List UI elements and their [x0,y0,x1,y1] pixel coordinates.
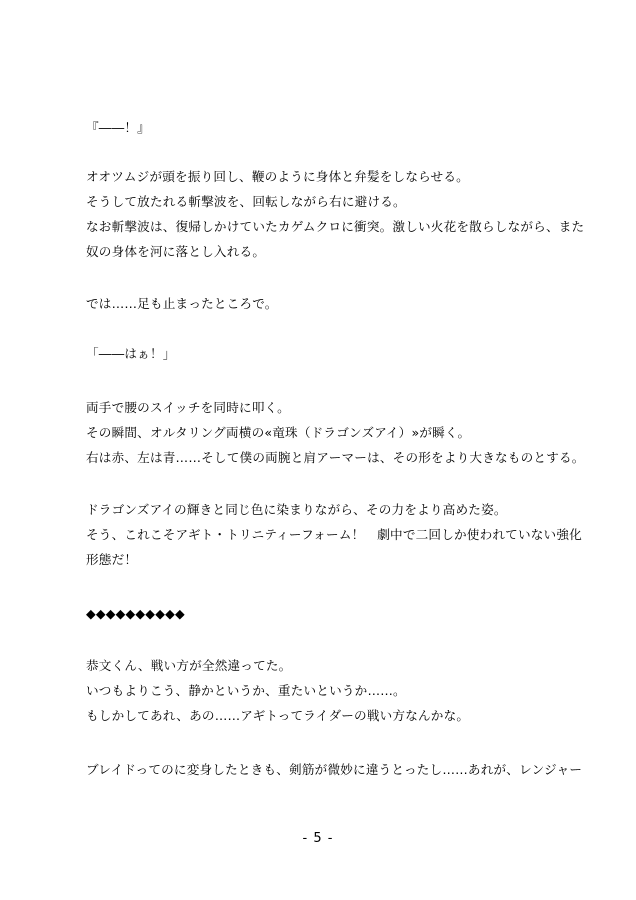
text-line: 奴の身体を河に落とし入れる。 [86,244,266,259]
text-line: その瞬間、オルタリング両横の«竜珠（ドラゴンズアイ）»が瞬く。 [86,425,471,440]
text-line: もしかしてあれ、あの……アギトってライダーの戦い方なんかな。 [86,708,470,723]
text-line: 恭文くん、戦い方が全然違ってた。 [86,658,292,673]
text-line: 両手で腰のスイッチを同時に叩く。 [86,400,290,415]
text-line: 『――！』 [86,120,150,135]
text-line: オオツムジが頭を振り回し、鞭のように身体と弁髪をしならせる。 [86,169,469,184]
text-line: ドラゴンズアイの輝きと同じ色に染まりながら、その力をより高めた姿。 [86,502,507,517]
text-line: なお斬撃波は、復帰しかけていたカゲムクロに衝突。激しい火花を散らしながら、また [86,219,585,234]
text-line: では……足も止まったところで。 [86,296,278,311]
text-line: 右は赤、左は青……そして僕の両腕と肩アーマーは、その形をより大きなものとする。 [86,450,585,465]
text-line: いつもよりこう、静かというか、重たいというか……。 [86,683,406,698]
text-line: 形態だ！ [86,552,138,567]
section-divider: ◆◆◆◆◆◆◆◆◆◆ [86,606,185,621]
page-number: - 5 - [302,831,334,846]
text-line: そう、これこそアギト・トリニティーフォーム！ 劇中で二回しか使われていない強化 [86,527,582,542]
text-line: ブレイドってのに変身したときも、剣筋が微妙に違うとったし……あれが、レンジャー [86,762,583,777]
text-line: そうして放たれる斬撃波を、回転しながら右に避ける。 [86,194,406,209]
text-line: 「――はぁ！」 [86,346,176,361]
